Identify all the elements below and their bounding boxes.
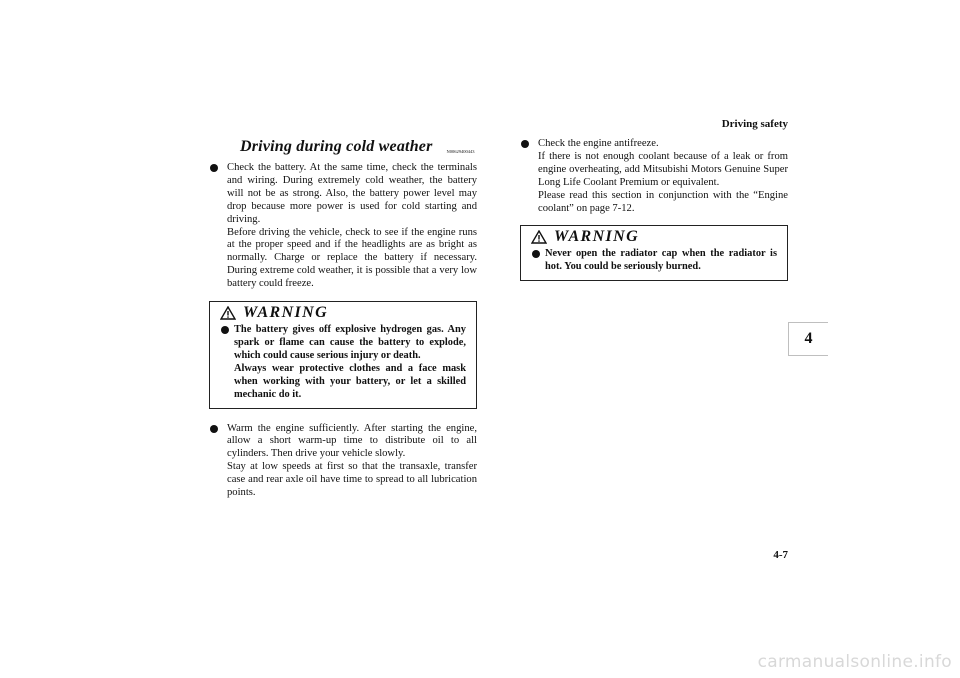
bullet-dot-icon [210,425,218,433]
title-row [209,138,477,156]
bullet-dot-icon [210,164,218,172]
warning-text [220,324,466,401]
paragraph: Never open the radiator cap when the radiator is hot. You could be seriously burned. [545,248,777,273]
bullet-dot-icon [532,250,540,258]
paragraph: Always wear protective clothes and a face mask when working with your battery, or let a skilled mechanic do it. [234,362,466,400]
bullet-dot-icon [521,140,529,148]
paragraph: The battery gives off explosive hydrogen gas. Any spark or flame can cause the battery to explode, which could cause serious injury or death. [234,324,466,361]
page-number: 4-7 [773,549,788,561]
paragraph: Check the battery. At the same time, check the terminals and wiring. During extremely cold weather, the battery will not be as strong. Also, the battery power level may drop because more power is used for cold starting and driving. [227,162,477,225]
paragraph: Warm the engine sufficiently. After starting the engine, allow a short warm-up time to distribute oil to all cylinders. Then drive your vehicle slowly. [227,422,477,460]
paragraph: Please read this section in conjunction with the “Engine coolant” on page 7-12. [538,189,788,214]
warning-triangle-icon [531,230,547,244]
chapter-tab: 4 [788,322,828,356]
warning-text [531,248,777,274]
list-item-warm-engine [209,423,477,500]
bullet-dot-icon [221,326,229,334]
warning-box-radiator [520,225,788,281]
warning-triangle-icon [220,306,236,320]
list-item-antifreeze [520,138,788,215]
page-title: Driving during cold weather [240,138,433,155]
paragraph: Stay at low speeds at first so that the transaxle, transfer case and rear axle oil have time to spread to all lubrication points. [227,461,477,499]
paragraph: Before driving the vehicle, check to see if the engine runs at the proper speed and if the headlights are as bright as normally. Charge or replace the battery if necessary. During extreme cold weather, it is possible that a very low battery could freeze. [227,226,477,290]
left-column [209,138,477,510]
paragraph: Check the engine antifreeze. [538,138,659,149]
warning-label: WARNING [243,304,329,322]
reference-code: N00629400443 [446,149,475,154]
running-header: Driving safety [721,118,788,130]
list-item-battery [209,162,477,291]
warning-header [531,226,777,248]
right-column [520,138,788,295]
watermark: carmanualsonline.info [757,652,952,672]
warning-label: WARNING [554,228,640,246]
warning-box-battery [209,301,477,408]
paragraph: If there is not enough coolant because of a leak or from engine overheating, add Mitsubishi Motors Genuine Super Long Life Coolant Premium or equivalent. [538,150,788,188]
warning-header [220,302,466,324]
